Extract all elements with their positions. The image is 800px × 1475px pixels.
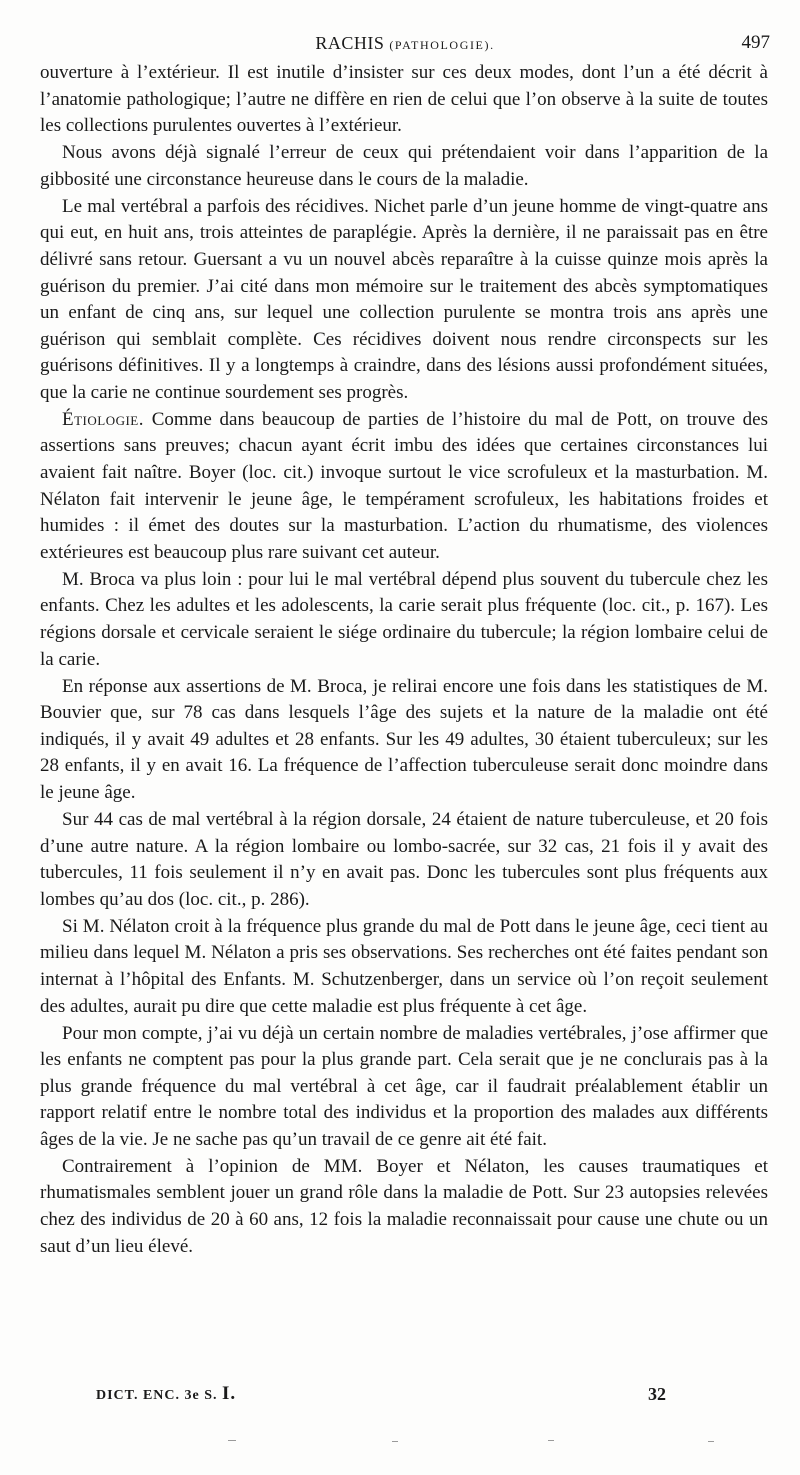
- running-title-main: RACHIS: [315, 33, 385, 53]
- signature-number: 32: [648, 1384, 666, 1404]
- signature-mark: [96, 1381, 236, 1409]
- scan-speck: [228, 1440, 236, 1441]
- scan-speck: [548, 1440, 554, 1441]
- scan-specks: [0, 1430, 800, 1450]
- paragraph: M. Broca va plus loin : pour lui le mal vertébral dépend plus souvent du tubercule chez les enfants. Chez les adultes et les adolescents, la carie serait plus fréquente (loc. cit., p. 167). Les régions dorsale et cervicale seraient le siége ordinaire du tubercule; la région lombaire celui de la carie.: [40, 568, 768, 670]
- paragraph: Nous avons déjà signalé l’erreur de ceux qui prétendaient voir dans l’apparition de la gibbosité une circonstance heureuse dans le cours de la maladie.: [40, 142, 768, 190]
- body-text: [40, 60, 768, 1260]
- running-title-sub: (PATHOLOGIE).: [389, 38, 495, 52]
- section-heading: Étiologie.: [62, 408, 145, 430]
- running-head: [40, 30, 770, 56]
- paragraph: Contrairement à l’opinion de MM. Boyer et Nélaton, les causes traumatiques et rhumatismales semblent jouer un grand rôle dans la maladie de Pott. Sur 23 autopsies relevées chez des individus de 20 à 60 ans, 12 fois la maladie reconnaissait pour cause une chute ou un saut d’un lieu élevé.: [40, 1155, 768, 1257]
- running-title: [40, 30, 770, 58]
- scan-speck: [708, 1441, 714, 1442]
- paragraph: En réponse aux assertions de M. Broca, je relirai encore une fois dans les statistiques de M. Bouvier que, sur 78 cas dans lesquels l’âge des sujets et la nature de la maladie ont été indiqués, il y avait 49 adultes et 28 enfants. Sur les 49 adultes, 30 étaient tuberculeux; sur les 28 enfants, il y en avait 16. La fréquence de l’affection tuberculeuse serait donc moindre dans le jeune âge.: [40, 675, 768, 803]
- paragraph: Sur 44 cas de mal vertébral à la région dorsale, 24 étaient de nature tuberculeuse, et 20 fois d’une autre nature. A la région lombaire ou lombo-sacrée, sur 32 cas, 21 fois il y avait des tubercules, 11 fois seulement il n’y en avait pas. Donc les tubercules sont plus fréquents aux lombes qu’au dos (loc. cit., p. 286).: [40, 808, 768, 910]
- paragraph: Pour mon compte, j’ai vu déjà un certain nombre de maladies vertébrales, j’ose affirmer que les enfants ne comptent pas pour la plus grande part. Cela serait que je ne conclurais pas à la plus grande fréquence du mal vertébral à cet âge, car il faudrait préalablement établir un rapport relatif entre le nombre total des individus et la proportion des malades aux différents âges de la vie. Je ne sache pas qu’un travail de ce genre ait été fait.: [40, 1022, 768, 1150]
- signature-volume: I.: [222, 1383, 237, 1404]
- signature-text: DICT. ENC. 3e S.: [96, 1388, 218, 1403]
- page-number: 497: [741, 32, 770, 53]
- paragraph: ouverture à l’extérieur. Il est inutile d’insister sur ces deux modes, dont l’un a été décrit à l’anatomie pathologique; l’autre ne diffère en rien de celui que l’on observe à la suite de toutes les collections purulentes ouvertes à l’extérieur.: [40, 62, 768, 137]
- scan-speck: [392, 1441, 398, 1442]
- page-footer: [40, 1381, 760, 1407]
- paragraph: Si M. Nélaton croit à la fréquence plus grande du mal de Pott dans le jeune âge, ceci tient au milieu dans lequel M. Nélaton a pris ses observations. Ses recherches ont été faites pendant son internat à l’hôpital des Enfants. M. Schutzenberger, dans un service où l’on reçoit seulement des adultes, aurait pu dire que cette maladie est plus fréquente à cet âge.: [40, 915, 768, 1017]
- paragraph: Le mal vertébral a parfois des récidives. Nichet parle d’un jeune homme de vingt-quatre ans qui eut, en huit ans, trois atteintes de paraplégie. Après la dernière, il ne paraissait pas en être délivré sans retour. Guersant a vu un nouvel abcès reparaître à la cuisse quinze mois après la guérison du premier. J’ai cité dans mon mémoire sur le traitement des abcès symptomatiques un enfant de cinq ans, sur lequel une collection purulente se montra trois ans après une guérison qui semblait complète. Ces récidives doivent nous rendre circonspects sur les guérisons définitives. Il y a longtemps à craindre, dans des lésions aussi profondément situées, que la carie ne continue sourdement ses progrès.: [40, 195, 768, 403]
- paragraph-etiologie: Étiologie. Comme dans beaucoup de parties de l’histoire du mal de Pott, on trouve des assertions sans preuves; chacun ayant écrit imbu des idées que certaines circonstances lui avaient fait naître. Boyer (loc. cit.) invoque surtout le vice scrofuleux et la masturbation. M. Nélaton fait intervenir le jeune âge, le tempérament scrofuleux, les habitations froides et humides : il émet des doutes sur la masturbation. L’action du rhumatisme, des violences extérieures est beaucoup plus rare suivant cet auteur.: [40, 408, 769, 563]
